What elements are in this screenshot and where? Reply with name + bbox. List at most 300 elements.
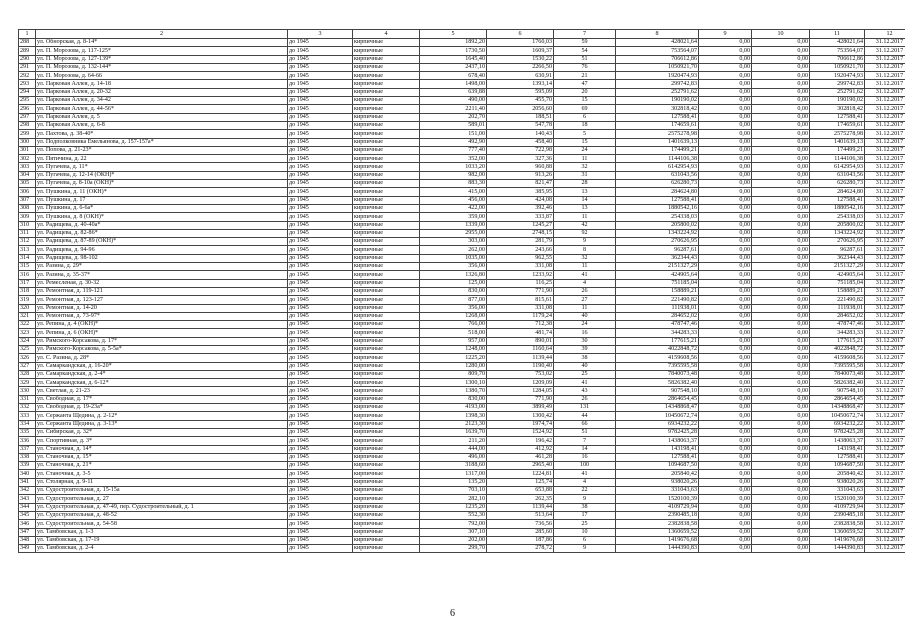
row-number-cell: 344 [19,503,36,511]
deduction-b-cell: 0,00 [752,337,810,345]
residents-cell: 7 [554,437,616,445]
deduction-a-cell: 0,00 [699,39,752,47]
deduction-b-cell: 0,00 [752,146,810,154]
cost-cell: 1401639,13 [616,138,699,146]
cost-cell: 7840073,48 [616,370,699,378]
cost-cell: 270626,95 [616,238,699,246]
residents-cell: 11 [554,155,616,163]
deduction-a-cell: 0,00 [699,329,752,337]
deduction-a-cell: 0,00 [699,337,752,345]
date-cell: 31.12.2017 [865,55,905,63]
balance-cell: 1050921,70 [810,63,865,71]
table-row [19,246,905,254]
balance-cell: 4159608,56 [810,354,865,362]
date-cell: 31.12.2017 [865,121,905,129]
residents-cell: 44 [554,412,616,420]
table-row [19,470,905,478]
date-cell: 31.12.2017 [865,478,905,486]
table-row [19,321,905,329]
date-cell: 31.12.2017 [865,462,905,470]
deduction-b-cell: 0,00 [752,304,810,312]
residents-cell: 15 [554,97,616,105]
living-area-cell: 595,09 [487,88,554,96]
build-year-cell: до 1945 [288,495,353,503]
row-number-cell: 322 [19,321,36,329]
table-row [19,453,905,461]
living-area-cell: 331,08 [487,263,554,271]
residents-cell: 4 [554,478,616,486]
deduction-b-cell: 0,00 [752,545,810,553]
build-year-cell: до 1945 [288,387,353,395]
row-number-cell: 311 [19,229,36,237]
row-number-cell: 346 [19,520,36,528]
residents-cell: 41 [554,271,616,279]
date-cell: 31.12.2017 [865,511,905,519]
cost-cell: 626280,73 [616,180,699,188]
residents-cell: 54 [554,47,616,55]
table-row [19,354,905,362]
cost-cell: 428021,64 [616,39,699,47]
date-cell: 31.12.2017 [865,321,905,329]
address-cell: ул. Обнорская, д. 8-14* [36,39,288,47]
row-number-cell: 332 [19,404,36,412]
date-cell: 31.12.2017 [865,503,905,511]
balance-cell: 177615,21 [810,337,865,345]
wall-material-cell: кирпичные [353,445,420,453]
cost-cell: 96287,61 [616,246,699,254]
row-number-cell: 340 [19,470,36,478]
total-area-cell: 1300,10 [420,379,487,387]
residents-cell: 38 [554,354,616,362]
residents-cell: 42 [554,221,616,229]
wall-material-cell: кирпичные [353,404,420,412]
total-area-cell: 1339,00 [420,221,487,229]
deduction-a-cell: 0,00 [699,113,752,121]
total-area-cell: 299,70 [420,545,487,553]
wall-material-cell: кирпичные [353,370,420,378]
deduction-a-cell: 0,00 [699,72,752,80]
residents-cell: 24 [554,321,616,329]
deduction-b-cell: 0,00 [752,354,810,362]
table-row [19,121,905,129]
balance-cell: 1144106,38 [810,155,865,163]
table-row [19,362,905,370]
residents-cell: 20 [554,88,616,96]
table-row [19,221,905,229]
build-year-cell: до 1945 [288,88,353,96]
residents-cell: 40 [554,362,616,370]
balance-cell: 478747,46 [810,321,865,329]
row-number-cell: 305 [19,180,36,188]
date-cell: 31.12.2017 [865,520,905,528]
balance-cell: 626280,73 [810,180,865,188]
living-area-cell: 327,36 [487,155,554,163]
date-cell: 31.12.2017 [865,362,905,370]
deduction-b-cell: 0,00 [752,47,810,55]
deduction-a-cell: 0,00 [699,80,752,88]
row-number-cell: 343 [19,495,36,503]
deduction-b-cell: 0,00 [752,130,810,138]
column-header: 2 [36,30,288,39]
wall-material-cell: кирпичные [353,287,420,295]
living-area-cell: 1393,14 [487,80,554,88]
address-cell: ул. Тамбовская, д. 2-4 [36,545,288,553]
total-area-cell: 809,70 [420,370,487,378]
table-row [19,478,905,486]
living-area-cell: 1524,92 [487,428,554,436]
table-row [19,180,905,188]
cost-cell: 205800,02 [616,221,699,229]
living-area-cell: 1300,42 [487,412,554,420]
build-year-cell: до 1945 [288,428,353,436]
deduction-a-cell: 0,00 [699,55,752,63]
row-number-cell: 348 [19,536,36,544]
address-cell: ул. Парковая Аллея, д. 14-18 [36,80,288,88]
build-year-cell: до 1945 [288,312,353,320]
build-year-cell: до 1945 [288,121,353,129]
build-year-cell: до 1945 [288,503,353,511]
total-area-cell: 792,00 [420,520,487,528]
balance-cell: 284652,02 [810,312,865,320]
address-cell: ул. Станочная, д. 3-5 [36,470,288,478]
wall-material-cell: кирпичные [353,246,420,254]
deduction-b-cell: 0,00 [752,495,810,503]
row-number-cell: 339 [19,462,36,470]
date-cell: 31.12.2017 [865,379,905,387]
total-area-cell: 1639,70 [420,428,487,436]
residents-cell: 39 [554,345,616,353]
address-cell: ул. Римского-Корсакова, д. 17* [36,337,288,345]
balance-cell: 299742,83 [810,80,865,88]
build-year-cell: до 1945 [288,528,353,536]
deduction-b-cell: 0,00 [752,379,810,387]
row-number-cell: 317 [19,279,36,287]
row-number-cell: 330 [19,387,36,395]
build-year-cell: до 1945 [288,445,353,453]
cost-cell: 190190,02 [616,97,699,105]
cost-cell: 1050921,70 [616,63,699,71]
address-cell: ул. Парковая Аллея, д. 34-42 [36,97,288,105]
deduction-a-cell: 0,00 [699,445,752,453]
address-cell: ул. Разина, д. 29* [36,263,288,271]
build-year-cell: до 1945 [288,271,353,279]
cost-cell: 706612,86 [616,55,699,63]
table-row [19,204,905,212]
living-area-cell: 653,88 [487,487,554,495]
row-number-cell: 347 [19,528,36,536]
total-area-cell: 1398,30 [420,412,487,420]
address-cell: ул. Станочная, д. 15* [36,453,288,461]
cost-cell: 9782425,28 [616,428,699,436]
living-area-cell: 547,78 [487,121,554,129]
row-number-cell: 325 [19,345,36,353]
living-area-cell: 2266,50 [487,63,554,71]
address-cell: ул. Парковая Аллея, д. 5 [36,113,288,121]
wall-material-cell: кирпичные [353,487,420,495]
total-area-cell: 303,00 [420,238,487,246]
table-row [19,404,905,412]
living-area-cell: 890,01 [487,337,554,345]
wall-material-cell: кирпичные [353,196,420,204]
date-cell: 31.12.2017 [865,420,905,428]
wall-material-cell: кирпичные [353,379,420,387]
deduction-a-cell: 0,00 [699,304,752,312]
cost-cell: 5826382,40 [616,379,699,387]
address-cell: ул. Ремесленая, д. 30-32 [36,279,288,287]
cost-cell: 331043,63 [616,487,699,495]
total-area-cell: 1268,00 [420,312,487,320]
date-cell: 31.12.2017 [865,279,905,287]
cost-cell: 299742,83 [616,80,699,88]
wall-material-cell: кирпичные [353,511,420,519]
build-year-cell: до 1945 [288,536,353,544]
deduction-a-cell: 0,00 [699,370,752,378]
build-year-cell: до 1945 [288,321,353,329]
date-cell: 31.12.2017 [865,171,905,179]
total-area-cell: 352,00 [420,155,487,163]
cost-cell: 143198,41 [616,445,699,453]
table-row [19,279,905,287]
build-year-cell: до 1945 [288,63,353,71]
balance-cell: 7395595,58 [810,362,865,370]
address-cell: ул. Пугачева, д. 11* [36,163,288,171]
table-row [19,528,905,536]
date-cell: 31.12.2017 [865,130,905,138]
total-area-cell: 703,10 [420,487,487,495]
living-area-cell: 285,60 [487,528,554,536]
deduction-b-cell: 0,00 [752,487,810,495]
date-cell: 31.12.2017 [865,404,905,412]
row-number-cell: 323 [19,329,36,337]
balance-cell: 252791,62 [810,88,865,96]
wall-material-cell: кирпичные [353,395,420,403]
wall-material-cell: кирпичные [353,39,420,47]
cost-cell: 4109729,94 [616,503,699,511]
deduction-b-cell: 0,00 [752,404,810,412]
deduction-a-cell: 0,00 [699,312,752,320]
balance-cell: 751185,04 [810,279,865,287]
table-row [19,213,905,221]
deduction-a-cell: 0,00 [699,246,752,254]
table-row [19,229,905,237]
column-header: 3 [288,30,353,39]
deduction-a-cell: 0,00 [699,130,752,138]
balance-cell: 2382838,58 [810,520,865,528]
row-number-cell: 296 [19,105,36,113]
wall-material-cell: кирпичные [353,545,420,553]
date-cell: 31.12.2017 [865,495,905,503]
balance-cell: 111938,01 [810,304,865,312]
address-cell: ул. Радищева, д. 98-102 [36,254,288,262]
row-number-cell: 292 [19,72,36,80]
date-cell: 31.12.2017 [865,536,905,544]
living-area-cell: 1760,03 [487,39,554,47]
address-cell: ул. Попова, д. 21-23* [36,146,288,154]
wall-material-cell: кирпичные [353,254,420,262]
deduction-a-cell: 0,00 [699,478,752,486]
total-area-cell: 490,00 [420,97,487,105]
date-cell: 31.12.2017 [865,412,905,420]
deduction-a-cell: 0,00 [699,47,752,55]
housing-register-table [18,29,905,553]
date-cell: 31.12.2017 [865,271,905,279]
total-area-cell: 1730,50 [420,47,487,55]
cost-cell: 1419676,68 [616,536,699,544]
wall-material-cell: кирпичные [353,63,420,71]
table-row [19,503,905,511]
wall-material-cell: кирпичные [353,55,420,63]
total-area-cell: 1235,20 [420,503,487,511]
balance-cell: 205800,02 [810,221,865,229]
table-row [19,263,905,271]
deduction-a-cell: 0,00 [699,138,752,146]
row-number-cell: 293 [19,80,36,88]
residents-cell: 26 [554,287,616,295]
build-year-cell: до 1945 [288,105,353,113]
date-cell: 31.12.2017 [865,304,905,312]
living-area-cell: 712,38 [487,321,554,329]
address-cell: ул. Тамбовская, д. 17-19 [36,536,288,544]
deduction-b-cell: 0,00 [752,536,810,544]
residents-cell: 100 [554,462,616,470]
balance-cell: 5826382,40 [810,379,865,387]
wall-material-cell: кирпичные [353,428,420,436]
residents-cell: 21 [554,72,616,80]
wall-material-cell: кирпичные [353,420,420,428]
table-row [19,536,905,544]
date-cell: 31.12.2017 [865,146,905,154]
cost-cell: 284652,02 [616,312,699,320]
row-number-cell: 303 [19,163,36,171]
deduction-b-cell: 0,00 [752,121,810,129]
balance-cell: 331043,63 [810,487,865,495]
row-number-cell: 321 [19,312,36,320]
balance-cell: 2390485,18 [810,511,865,519]
address-cell: ул. П. Морозова, д. 64-66 [36,72,288,80]
deduction-b-cell: 0,00 [752,329,810,337]
build-year-cell: до 1945 [288,196,353,204]
residents-cell: 92 [554,229,616,237]
total-area-cell: 356,00 [420,304,487,312]
cost-cell: 174659,61 [616,121,699,129]
residents-cell: 15 [554,138,616,146]
residents-cell: 11 [554,213,616,221]
row-number-cell: 326 [19,354,36,362]
cost-cell: 424905,64 [616,271,699,279]
wall-material-cell: кирпичные [353,345,420,353]
total-area-cell: 1225,20 [420,354,487,362]
build-year-cell: до 1945 [288,478,353,486]
total-area-cell: 151,00 [420,130,487,138]
residents-cell: 11 [554,304,616,312]
date-cell: 31.12.2017 [865,395,905,403]
total-area-cell: 2211,40 [420,105,487,113]
living-area-cell: 412,92 [487,445,554,453]
wall-material-cell: кирпичные [353,155,420,163]
row-number-cell: 333 [19,412,36,420]
deduction-b-cell: 0,00 [752,362,810,370]
build-year-cell: до 1945 [288,296,353,304]
address-cell: ул. Станочная, д. 14* [36,445,288,453]
total-area-cell: 1280,00 [420,362,487,370]
address-cell: ул. Радищева, д. 94-96 [36,246,288,254]
build-year-cell: до 1945 [288,263,353,271]
living-area-cell: 2056,60 [487,105,554,113]
wall-material-cell: кирпичные [353,146,420,154]
living-area-cell: 331,08 [487,304,554,312]
living-area-cell: 125,74 [487,478,554,486]
address-cell: ул. Пахтова, д. 38-40* [36,130,288,138]
wall-material-cell: кирпичные [353,263,420,271]
living-area-cell: 458,40 [487,138,554,146]
address-cell: ул. Судостроительная, д. 27 [36,495,288,503]
balance-cell: 344283,33 [810,329,865,337]
row-number-cell: 336 [19,437,36,445]
cost-cell: 2390485,18 [616,511,699,519]
build-year-cell: до 1945 [288,345,353,353]
row-number-cell: 338 [19,453,36,461]
address-cell: ул. Самаркандская, д. 16-20* [36,362,288,370]
row-number-cell: 341 [19,478,36,486]
table-row [19,39,905,47]
total-area-cell: 1498,00 [420,80,487,88]
address-cell: ул. Пятичина, д. 22 [36,155,288,163]
total-area-cell: 982,00 [420,171,487,179]
date-cell: 31.12.2017 [865,155,905,163]
date-cell: 31.12.2017 [865,238,905,246]
living-area-cell: 196,42 [487,437,554,445]
cost-cell: 362344,43 [616,254,699,262]
deduction-a-cell: 0,00 [699,146,752,154]
balance-cell: 362344,43 [810,254,865,262]
table-row [19,196,905,204]
build-year-cell: до 1945 [288,279,353,287]
deduction-a-cell: 0,00 [699,263,752,271]
cost-cell: 254338,03 [616,213,699,221]
cost-cell: 631043,56 [616,171,699,179]
table-row [19,171,905,179]
total-area-cell: 518,00 [420,329,487,337]
build-year-cell: до 1945 [288,329,353,337]
deduction-b-cell: 0,00 [752,420,810,428]
living-area-cell: 771,90 [487,395,554,403]
balance-cell: 907548,10 [810,387,865,395]
deduction-a-cell: 0,00 [699,155,752,163]
deduction-a-cell: 0,00 [699,503,752,511]
date-cell: 31.12.2017 [865,229,905,237]
address-cell: ул. П. Морозова, д. 132-144* [36,63,288,71]
table-row [19,420,905,428]
wall-material-cell: кирпичные [353,47,420,55]
wall-material-cell: кирпичные [353,520,420,528]
row-number-cell: 289 [19,47,36,55]
balance-cell: 1419676,68 [810,536,865,544]
date-cell: 31.12.2017 [865,453,905,461]
living-area-cell: 1233,92 [487,271,554,279]
total-area-cell: 1645,40 [420,55,487,63]
balance-cell: 205840,42 [810,470,865,478]
row-number-cell: 297 [19,113,36,121]
deduction-a-cell: 0,00 [699,97,752,105]
cost-cell: 177615,21 [616,337,699,345]
build-year-cell: до 1945 [288,238,353,246]
address-cell: ул. Парковая Аллея, д. 20-32 [36,88,288,96]
wall-material-cell: кирпичные [353,503,420,511]
row-number-cell: 295 [19,97,36,105]
deduction-b-cell: 0,00 [752,238,810,246]
build-year-cell: до 1945 [288,130,353,138]
balance-cell: 1520100,39 [810,495,865,503]
